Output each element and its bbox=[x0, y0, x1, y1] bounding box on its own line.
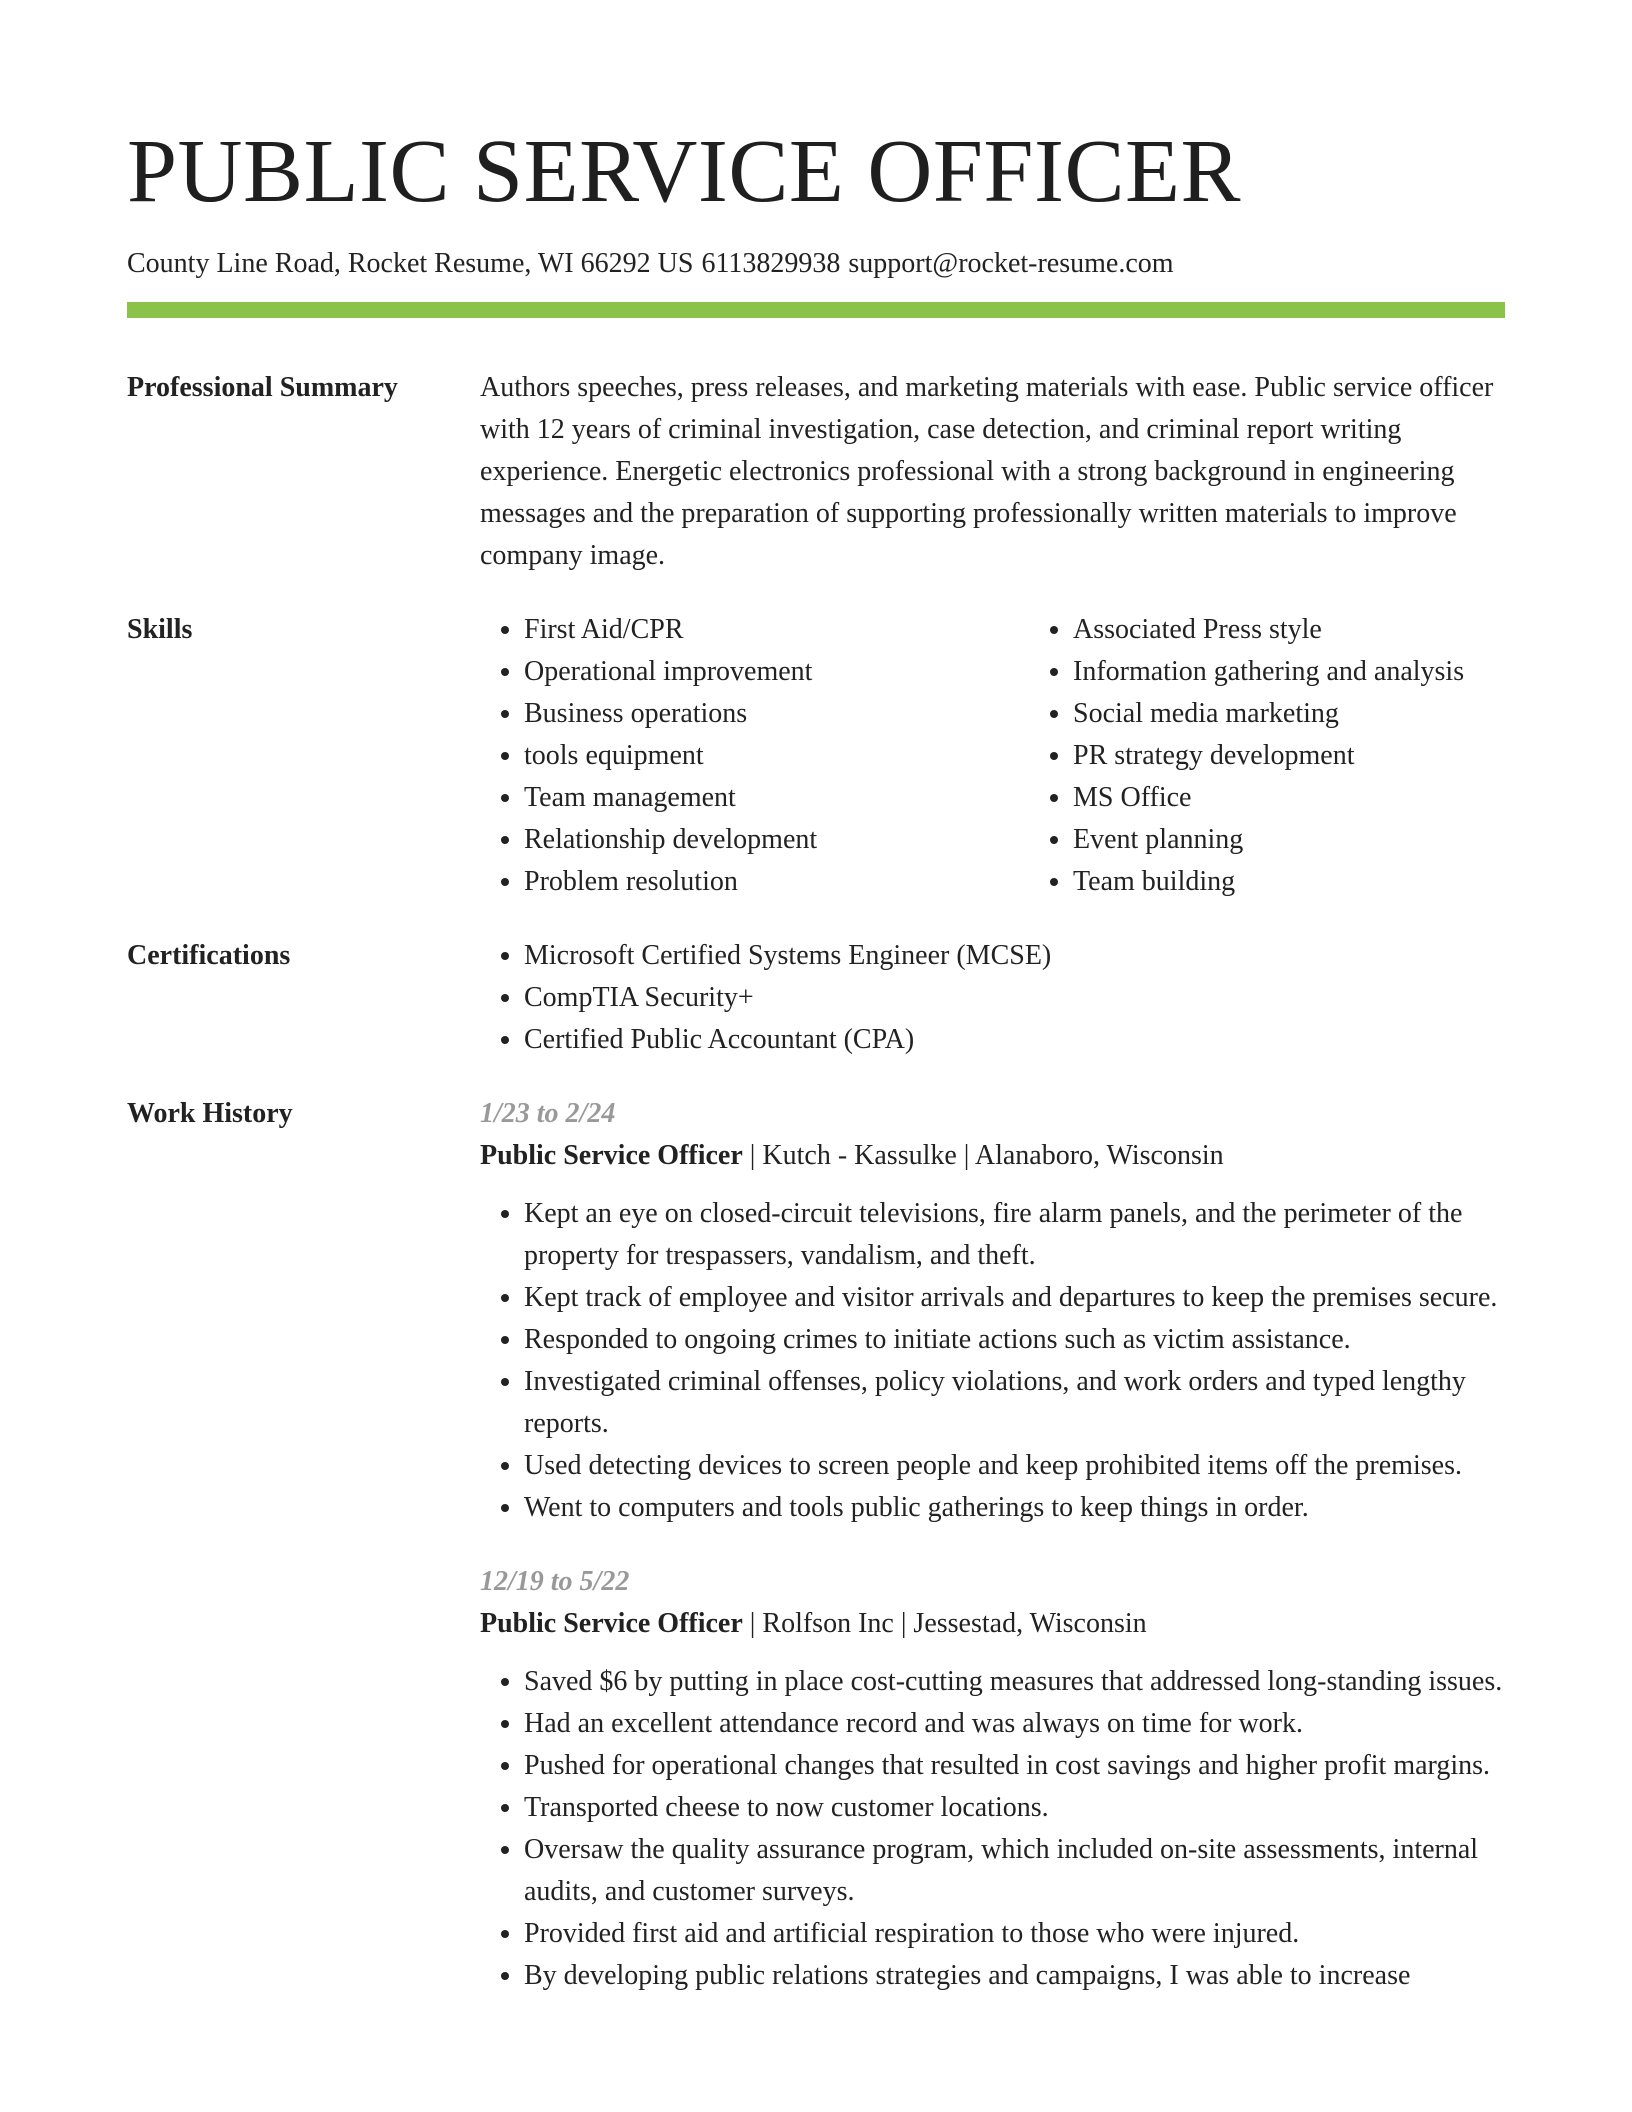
job-bullet: • Saved $6 by putting in place cost-cutting measures that addressed long-standing issues. bbox=[524, 1661, 1505, 1703]
skills-list-right bbox=[1029, 609, 1578, 903]
contact-email[interactable]: support@rocket-resume.com bbox=[848, 248, 1174, 279]
skill-item: • Team management bbox=[524, 777, 1029, 819]
contact-line bbox=[127, 246, 1505, 282]
certification-item: • CompTIA Security+ bbox=[524, 977, 1505, 1019]
skill-item: • Event planning bbox=[1073, 819, 1578, 861]
job-bullets bbox=[480, 1661, 1505, 1997]
skills-heading: Skills bbox=[127, 614, 193, 645]
summary-section bbox=[127, 367, 1505, 577]
job-bullet: • Investigated criminal offenses, policy violations, and work orders and typed lengthy reports. bbox=[524, 1361, 1505, 1445]
skill-item: • Information gathering and analysis bbox=[1073, 651, 1578, 693]
skill-item: • Problem resolution bbox=[524, 861, 1029, 903]
skills-section bbox=[127, 609, 1505, 903]
contact-address: County Line Road, Rocket Resume, WI 66292 US bbox=[127, 248, 694, 279]
skill-item: • Operational improvement bbox=[524, 651, 1029, 693]
skill-item: • Relationship development bbox=[524, 819, 1029, 861]
work-history-heading: Work History bbox=[127, 1098, 293, 1129]
contact-phone: 6113829938 bbox=[701, 248, 841, 279]
job-bullet: • Provided first aid and artificial respiration to those who were injured. bbox=[524, 1913, 1505, 1955]
skill-item: • First Aid/CPR bbox=[524, 609, 1029, 651]
accent-divider bbox=[127, 302, 1505, 318]
job-bullet: • Transported cheese to now customer locations. bbox=[524, 1787, 1505, 1829]
work-history-body bbox=[480, 1093, 1505, 1997]
job-bullet: • Responded to ongoing crimes to initiate actions such as victim assistance. bbox=[524, 1319, 1505, 1361]
skill-item: • Associated Press style bbox=[1073, 609, 1578, 651]
summary-text: Authors speeches, press releases, and marketing materials with ease. Public service officer with 12 years of criminal investigation, case detection, and criminal report writing experience. Energetic electronics professional with a strong background in engineering messages and the preparation of supporting professionally written materials to improve company image. bbox=[480, 372, 1494, 571]
job-bullet: • Kept track of employee and visitor arrivals and departures to keep the premises secure. bbox=[524, 1277, 1505, 1319]
job-employer-location: | Rolfson Inc | Jessestad, Wisconsin bbox=[742, 1608, 1147, 1639]
job-bullets bbox=[480, 1193, 1505, 1529]
certification-item: • Microsoft Certified Systems Engineer (MCSE) bbox=[524, 935, 1505, 977]
job-bullet: • By developing public relations strategies and campaigns, I was able to increase bbox=[524, 1955, 1505, 1997]
skill-item: • Social media marketing bbox=[1073, 693, 1578, 735]
job-employer-location: | Kutch - Kassulke | Alanaboro, Wisconsin bbox=[742, 1140, 1224, 1171]
job-entry bbox=[480, 1561, 1505, 1997]
skill-item: • Team building bbox=[1073, 861, 1578, 903]
skills-columns bbox=[480, 609, 1578, 903]
resume-title: PUBLIC SERVICE OFFICER bbox=[127, 122, 1241, 221]
job-bullet: • Oversaw the quality assurance program, which included on-site assessments, internal audits, and customer surveys. bbox=[524, 1829, 1505, 1913]
certifications-list bbox=[480, 935, 1505, 1061]
job-dates: 12/19 to 5/22 bbox=[480, 1566, 630, 1597]
skills-list-left bbox=[480, 609, 1029, 903]
skill-item: • tools equipment bbox=[524, 735, 1029, 777]
job-dates: 1/23 to 2/24 bbox=[480, 1098, 616, 1129]
job-title-line bbox=[480, 1603, 1505, 1645]
job-bullet: • Used detecting devices to screen people and keep prohibited items off the premises. bbox=[524, 1445, 1505, 1487]
job-title: Public Service Officer bbox=[480, 1140, 743, 1171]
certification-item: • Certified Public Accountant (CPA) bbox=[524, 1019, 1505, 1061]
skill-item: • MS Office bbox=[1073, 777, 1578, 819]
job-title: Public Service Officer bbox=[480, 1608, 743, 1639]
job-bullet: • Went to computers and tools public gatherings to keep things in order. bbox=[524, 1487, 1505, 1529]
job-title-line bbox=[480, 1135, 1505, 1177]
certifications-section bbox=[127, 935, 1505, 1061]
job-bullet: • Pushed for operational changes that resulted in cost savings and higher profit margins. bbox=[524, 1745, 1505, 1787]
certifications-heading: Certifications bbox=[127, 940, 291, 971]
summary-heading: Professional Summary bbox=[127, 372, 398, 403]
job-bullet: • Kept an eye on closed-circuit televisions, fire alarm panels, and the perimeter of the property for trespassers, vandalism, and theft. bbox=[524, 1193, 1505, 1277]
skill-item: • PR strategy development bbox=[1073, 735, 1578, 777]
job-bullet: • Had an excellent attendance record and was always on time for work. bbox=[524, 1703, 1505, 1745]
job-entry bbox=[480, 1093, 1505, 1529]
certifications-body bbox=[480, 935, 1505, 1061]
work-history-section bbox=[127, 1093, 1505, 1997]
skill-item: • Business operations bbox=[524, 693, 1029, 735]
